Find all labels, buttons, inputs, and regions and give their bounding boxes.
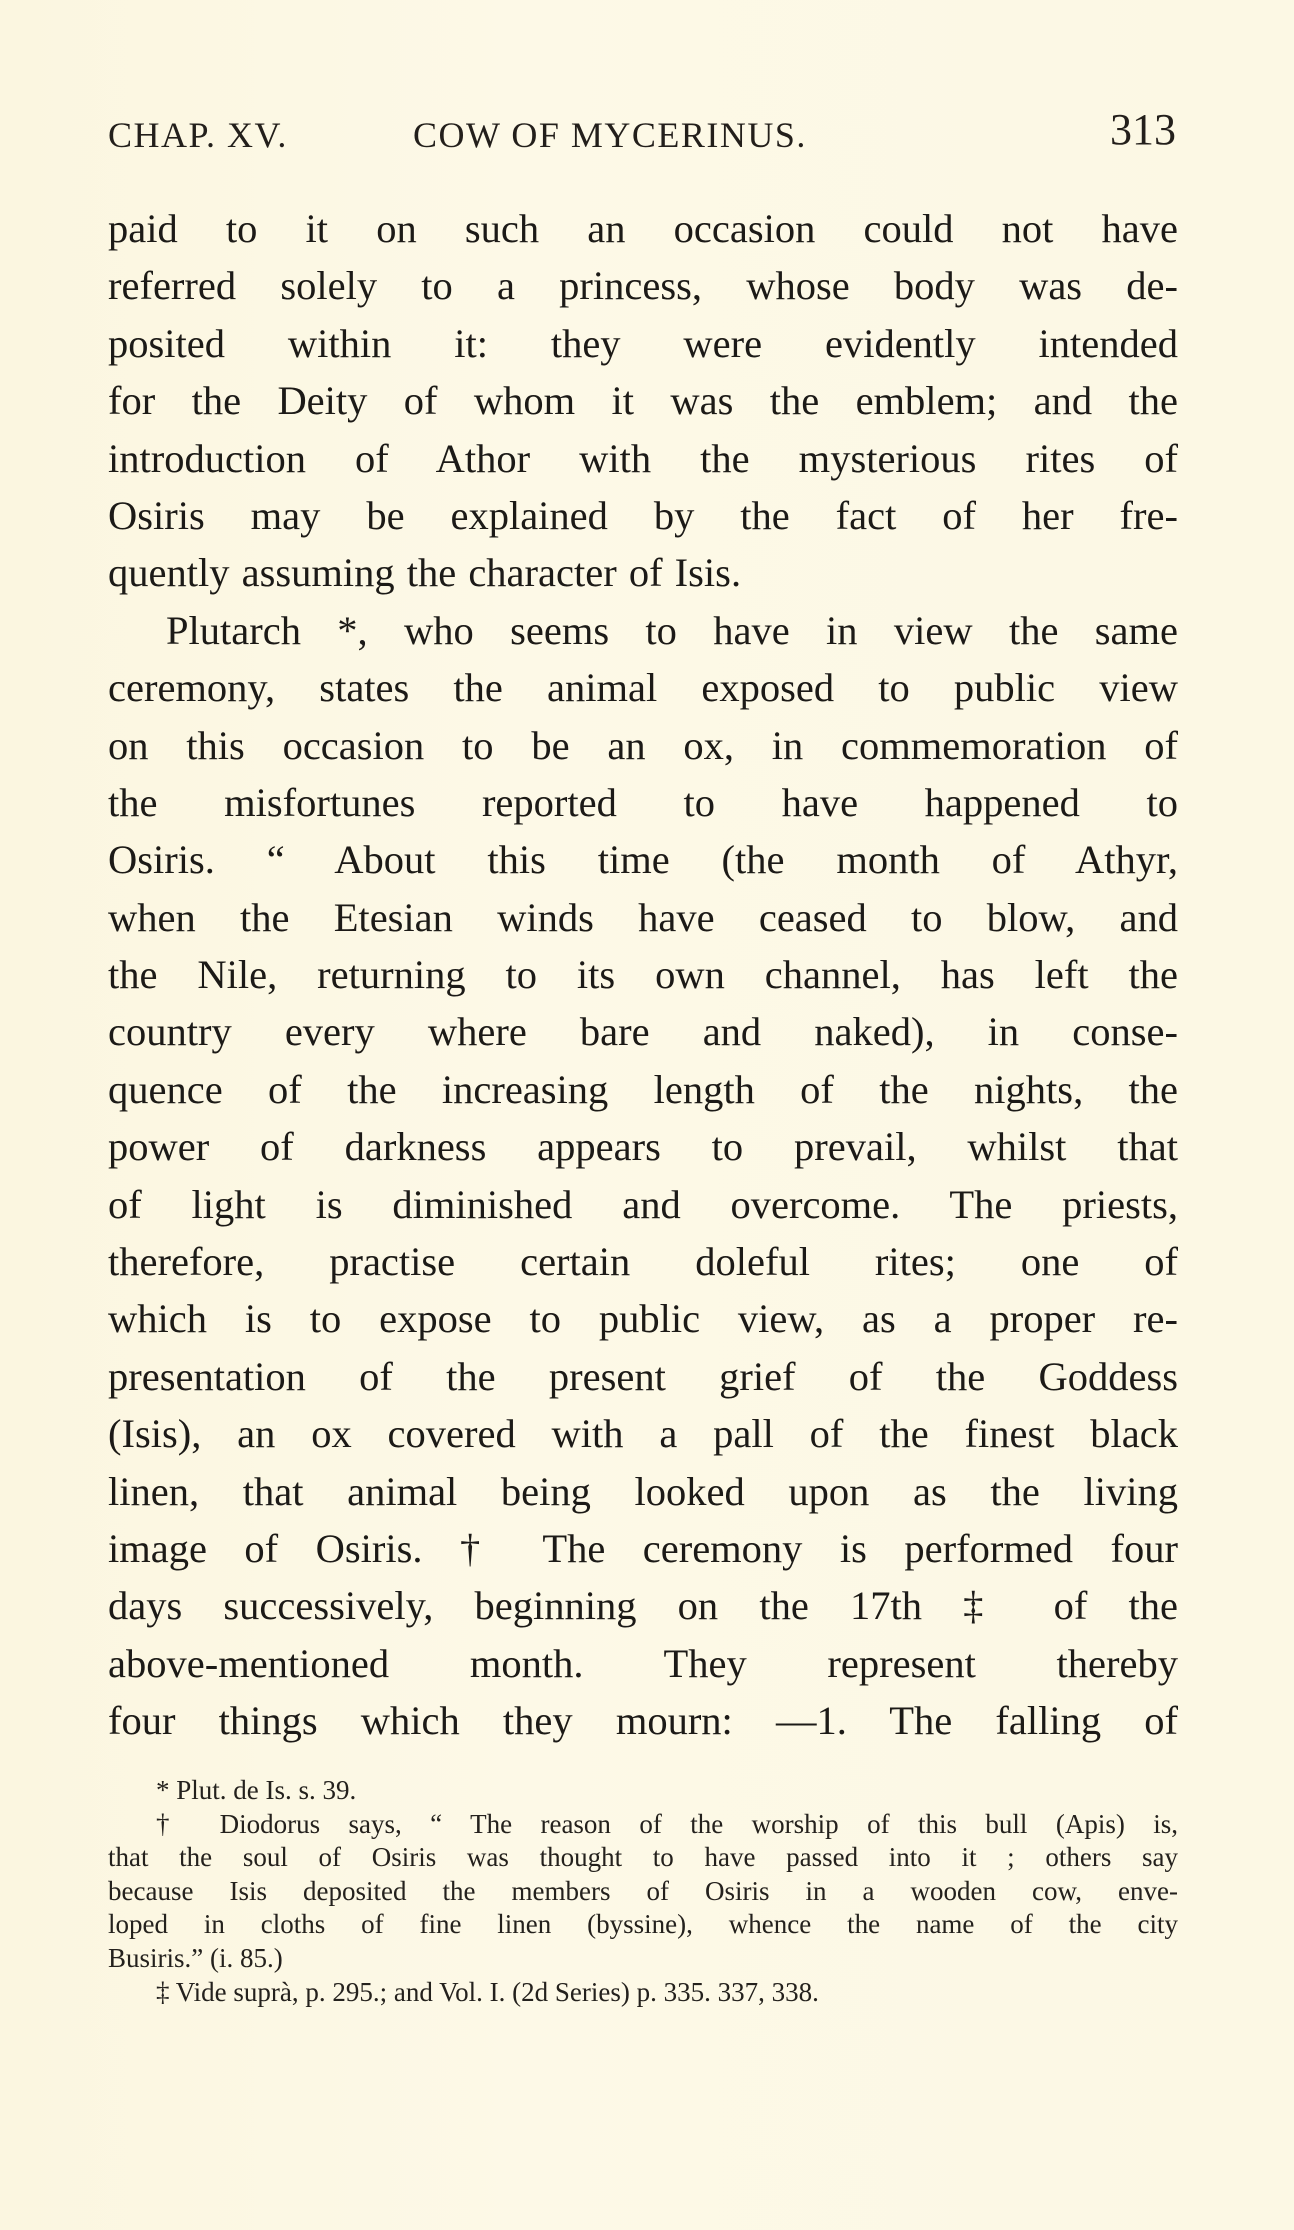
- footnote-line: * Plut. de Is. s. 39.: [156, 1775, 357, 1805]
- text-line: the misfortunes reported to have happened to: [108, 779, 1178, 825]
- text-line: above-mentioned month. They represent thereby: [108, 1640, 1178, 1686]
- text-line: introduction of Athor with the mysterious rites of: [108, 435, 1178, 481]
- text-line: Plutarch *, who seems to have in view the same: [166, 607, 1178, 653]
- footnote-line: ‡ Vide suprà, p. 295.; and Vol. I. (2d Series) p. 335. 337, 338.: [156, 1976, 819, 2007]
- text-line: the Nile, returning to its own channel, has left the: [108, 952, 1178, 998]
- text-line: on this occasion to be an ox, in commemoration of: [108, 722, 1178, 768]
- footnote-line: Busiris.” (i. 85.): [108, 1942, 283, 1973]
- text-line: Osiris may be explained by the fact of her fre-: [108, 492, 1178, 538]
- running-title: COW OF MYCERINUS.: [413, 115, 807, 155]
- footnotes: [108, 1774, 1178, 2009]
- text-line: Osiris. “ About this time (the month of Athyr,: [108, 837, 1178, 883]
- text-line: quence of the increasing length of the nights, the: [108, 1066, 1178, 1112]
- text-line: power of darkness appears to prevail, whilst that: [108, 1124, 1178, 1170]
- text-line: referred solely to a princess, whose body was de-: [108, 263, 1178, 309]
- page-number: 313: [1110, 105, 1176, 154]
- text-line: for the Deity of whom it was the emblem; and the: [108, 378, 1178, 424]
- chapter-label: CHAP. XV.: [108, 115, 288, 155]
- text-line: four things which they mourn: —1. The falling of: [108, 1698, 1178, 1744]
- text-line: days successively, beginning on the 17th ‡ of the: [108, 1583, 1178, 1629]
- text-line: paid to it on such an occasion could not have: [108, 206, 1178, 251]
- text-line: posited within it: they were evidently intended: [108, 320, 1178, 366]
- footnote-line: † Diodorus says, “ The reason of the worship of this bull (Apis) is,: [156, 1808, 1178, 1839]
- text-line: quently assuming the character of Isis.: [108, 550, 742, 596]
- text-line: which is to expose to public view, as a proper re-: [108, 1296, 1178, 1342]
- text-line: ceremony, states the animal exposed to public view: [108, 665, 1178, 711]
- running-header: [108, 100, 1178, 160]
- text-line: image of Osiris. † The ceremony is performed four: [108, 1525, 1178, 1571]
- text-line: (Isis), an ox covered with a pall of the finest black: [108, 1411, 1178, 1457]
- main-text: [108, 200, 1178, 1750]
- text-line: country every where bare and naked), in conse-: [108, 1009, 1178, 1055]
- footnote-line: because Isis deposited the members of Osiris in a wooden cow, enve-: [108, 1875, 1178, 1906]
- text-line: when the Etesian winds have ceased to blow, and: [108, 894, 1178, 940]
- text-line: presentation of the present grief of the Goddess: [108, 1353, 1178, 1399]
- footnote-line: loped in cloths of fine linen (byssine), whence the name of the city: [108, 1909, 1178, 1940]
- text-line: linen, that animal being looked upon as the living: [108, 1468, 1178, 1514]
- text-line: therefore, practise certain doleful rites; one of: [108, 1239, 1178, 1285]
- footnote-line: that the soul of Osiris was thought to have passed into it ; others say: [108, 1842, 1178, 1873]
- text-line: of light is diminished and overcome. The priests,: [108, 1181, 1178, 1227]
